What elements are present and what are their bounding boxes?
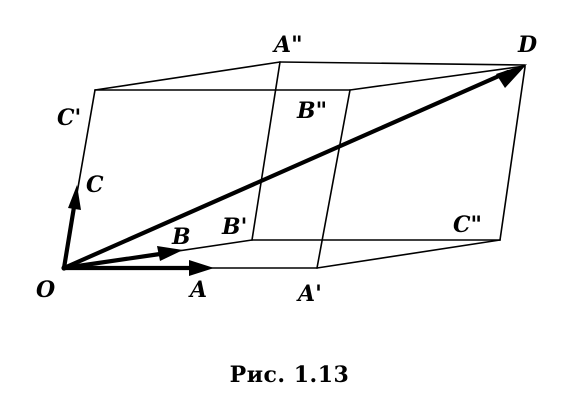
vector-oa-arrowhead [189,260,214,276]
edge-c1-a2 [95,62,280,90]
edge-a1-c2 [317,240,500,268]
origin-point [61,265,66,270]
edge-b1-a2 [252,62,280,240]
figure-caption: Рис. 1.13 [229,362,350,388]
label-a-double-prime: A" [274,32,303,58]
label-o: O [36,277,56,303]
label-c-double-prime: C" [453,212,482,238]
label-b-prime: B' [222,214,248,240]
label-b: B [172,224,191,250]
vectors [61,64,527,276]
label-a-prime: A' [298,281,322,307]
label-d: D [518,32,538,58]
vector-oc-arrowhead [68,185,81,210]
label-c: C [86,172,104,198]
edge-c2-d [500,67,525,240]
edge-a2-d [280,62,525,65]
label-a: A [190,277,208,303]
vector-oc [64,207,74,268]
label-c-prime: C' [57,105,82,131]
label-b-double-prime: B" [297,98,328,124]
vector-od [64,72,508,268]
